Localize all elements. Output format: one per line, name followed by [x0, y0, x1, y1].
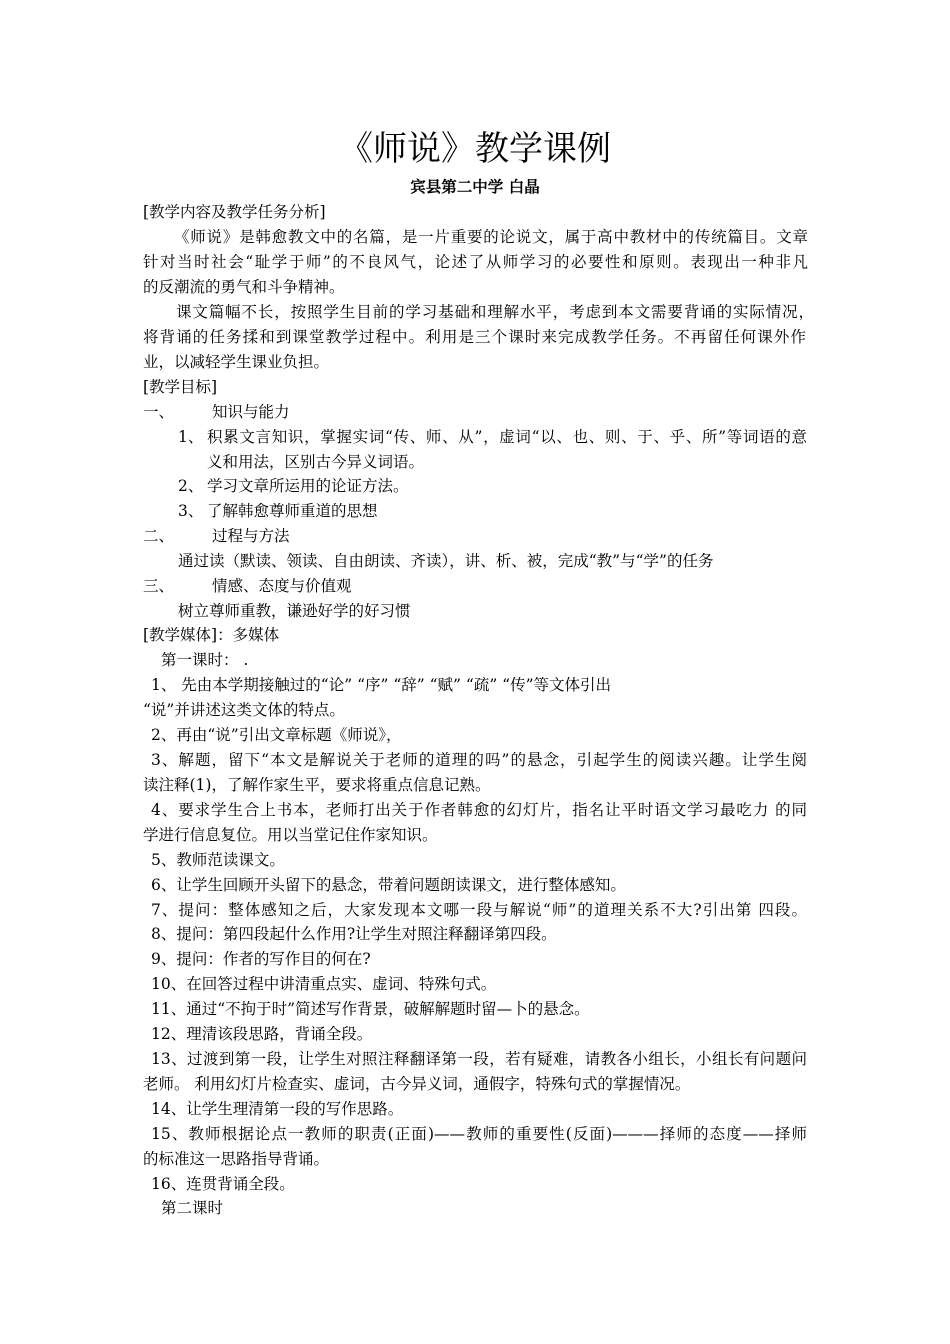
step-line: 读注释(1)，了解作家生平，要求将重点信息记熟。: [143, 776, 491, 794]
step-line: 学进行信息复位。用以当堂记住作家知识。: [143, 826, 438, 844]
paragraph-line: 针对当时社会“耻学于师”的不良风气，论述了从师学习的必要性和原则。表现出一种非凡: [143, 253, 808, 271]
goal-number: 一、: [143, 403, 175, 421]
list-item: 积累文言知识，掌握实词“传、师、从”，虚词“以、也、则、于、乎、所”等词语的意: [207, 428, 807, 446]
paragraph-line: 业，以减轻学生课业负担。: [143, 353, 330, 371]
step-line: 11、通过“不拘于时”简述写作背景，破解解题时留—卜的悬念。: [151, 1000, 590, 1018]
step-line: 16、连贯背诵全段。: [151, 1175, 295, 1193]
section-heading: [教学内容及教学任务分析]: [143, 203, 326, 221]
paragraph-line: 《师说》是韩愈教文中的名篇，是一片重要的论说文，属于高中教材中的传统篇目。文章: [174, 228, 808, 246]
lesson-heading: 第二课时: [161, 1199, 224, 1217]
goal-number: 二、: [143, 527, 175, 545]
goal-label: 情感、态度与价值观: [212, 577, 352, 595]
paragraph-line: 课文篇幅不长，按照学生目前的学习基础和理解水平，考虑到本文需要背诵的实际情况，: [176, 303, 814, 321]
media-line: [教学媒体]：多媒体: [143, 626, 280, 644]
author-line: 宾县第二中学 白晶: [410, 178, 540, 196]
paragraph-line: 的反潮流的勇气和斗争精神。: [143, 278, 345, 296]
list-item: 了解韩愈尊师重道的思想: [207, 502, 378, 520]
paragraph-line: 将背诵的任务揉和到课堂教学过程中。利用是三个课时来完成教学任务。不再留任何课外作: [143, 328, 806, 346]
section-heading: [教学目标]: [143, 378, 218, 396]
page-title: 《师说》教学课例: [339, 129, 611, 169]
list-number: 1、: [178, 428, 204, 446]
step-line: 的标准这一思路指导背诵。: [143, 1150, 330, 1168]
list-number: 3、: [178, 502, 204, 520]
step-line: 12、理清该段思路，背诵全段。: [151, 1025, 373, 1043]
step-line: 2、再由“说”引出文章标题《师说》，: [151, 726, 402, 744]
list-item: 学习文章所运用的论证方法。: [207, 477, 409, 495]
step-line: 6、让学生回顾开头留下的悬念，带着问题朗读课文，进行整体感知。: [151, 876, 626, 894]
step-line: 4、要求学生合上书本，老师打出关于作者韩愈的幻灯片，指名让平时语文学习最吃力 的同: [151, 801, 807, 819]
lesson-heading: 第一课时： .: [161, 651, 249, 669]
step-line: “说”并讲述这类文体的特点。: [143, 701, 345, 719]
step-line: 8、提问：第四段起什么作用?让学生对照注释翻译第四段。: [151, 925, 557, 943]
step-line: 5、教师范读课文。: [151, 851, 285, 869]
step-line: 15、教师根据论点一教师的职责(正面)——教师的重要性(反面)———择师的态度——择师: [151, 1125, 807, 1143]
list-item: 义和用法，区别古今异义词语。: [207, 453, 425, 471]
step-line: 10、在回答过程中讲清重点实、虚词、特殊句式。: [151, 975, 497, 993]
step-line: 3、解题，留下“本文是解说关于老师的道理的吗”的悬念，引起学生的阅读兴趣。让学生阅: [151, 751, 807, 769]
goal-number: 三、: [143, 577, 175, 595]
goal-text: 树立尊师重教，谦逊好学的好习惯: [178, 602, 411, 620]
goal-text: 通过读（默读、领读、自由朗读、齐读），讲、析、被，完成“教”与“学”的任务: [178, 552, 714, 570]
step-line: 14、让学生理清第一段的写作思路。: [151, 1100, 404, 1118]
step-line: 1、 先由本学期接触过的“论” “序” “辞” “赋” “疏” “传”等文体引出: [151, 676, 612, 694]
step-line: 老师。 利用幻灯片检查实、虚词，古今异义词，通假字，特殊句式的掌握情况。: [143, 1075, 691, 1093]
step-line: 7、提问：整体感知之后，大家发现本文哪一段与解说“师”的道理关系不大?引出第 四段。: [151, 901, 807, 919]
list-number: 2、: [178, 477, 204, 495]
goal-label: 过程与方法: [212, 527, 290, 545]
goal-label: 知识与能力: [212, 403, 290, 421]
step-line: 9、提问：作者的写作目的何在?: [151, 950, 371, 968]
step-line: 13、过渡到第一段，让学生对照注释翻译第一段，若有疑难，请教各小组长，小组长有问题问: [151, 1050, 807, 1068]
